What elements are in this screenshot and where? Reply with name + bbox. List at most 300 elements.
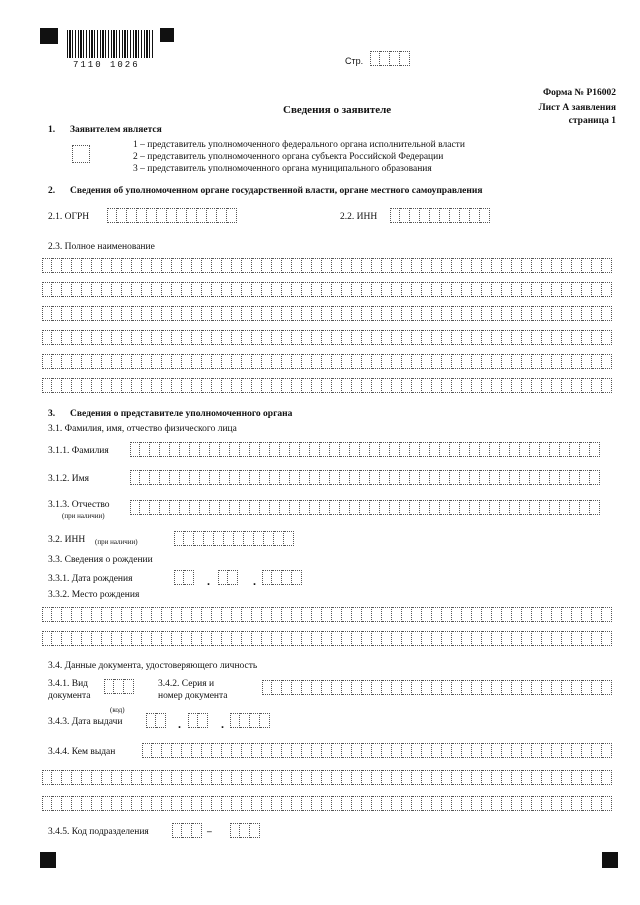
- input-cell[interactable]: [380, 442, 390, 457]
- input-cell[interactable]: [402, 743, 412, 758]
- input-cell[interactable]: [442, 631, 452, 646]
- input-cell[interactable]: [592, 258, 602, 273]
- input-cell[interactable]: [562, 631, 572, 646]
- input-cell[interactable]: [440, 500, 450, 515]
- input-cell[interactable]: [522, 306, 532, 321]
- input-cell[interactable]: [310, 442, 320, 457]
- input-cell[interactable]: [412, 607, 422, 622]
- input-cell[interactable]: [402, 607, 412, 622]
- input-cell[interactable]: [132, 330, 142, 345]
- input-cell[interactable]: [522, 607, 532, 622]
- input-cell[interactable]: [572, 258, 582, 273]
- input-cell[interactable]: [152, 770, 162, 785]
- input-cell[interactable]: [202, 258, 212, 273]
- input-cell[interactable]: [92, 607, 102, 622]
- input-cell[interactable]: [342, 743, 352, 758]
- input-cell[interactable]: [198, 713, 208, 728]
- input-cell[interactable]: [192, 282, 202, 297]
- input-cell[interactable]: [352, 680, 362, 695]
- input-cell[interactable]: [124, 679, 134, 694]
- input-cell[interactable]: [160, 442, 170, 457]
- input-cell[interactable]: [222, 743, 232, 758]
- input-cell[interactable]: [482, 743, 492, 758]
- input-cell[interactable]: [572, 680, 582, 695]
- input-cell[interactable]: [392, 330, 402, 345]
- input-cell[interactable]: [502, 354, 512, 369]
- input-cell[interactable]: [452, 282, 462, 297]
- input-cell[interactable]: [422, 607, 432, 622]
- input-cell[interactable]: [272, 282, 282, 297]
- input-cell[interactable]: [602, 743, 612, 758]
- input-cell[interactable]: [452, 330, 462, 345]
- input-cell[interactable]: [382, 258, 392, 273]
- input-cell[interactable]: [280, 442, 290, 457]
- issue-day-cells[interactable]: [146, 713, 166, 728]
- input-cell[interactable]: [274, 531, 284, 546]
- input-cell[interactable]: [220, 470, 230, 485]
- person-inn-cells[interactable]: [174, 531, 294, 546]
- input-cell[interactable]: [82, 354, 92, 369]
- input-cell[interactable]: [460, 208, 470, 223]
- input-cell[interactable]: [572, 770, 582, 785]
- input-cell[interactable]: [122, 631, 132, 646]
- input-cell[interactable]: [540, 470, 550, 485]
- input-cell[interactable]: [342, 607, 352, 622]
- input-cell[interactable]: [372, 743, 382, 758]
- input-cell[interactable]: [242, 330, 252, 345]
- input-cell[interactable]: [72, 330, 82, 345]
- input-cell[interactable]: [502, 282, 512, 297]
- input-cell[interactable]: [222, 770, 232, 785]
- input-cell[interactable]: [122, 796, 132, 811]
- input-cell[interactable]: [382, 607, 392, 622]
- input-cell[interactable]: [262, 306, 272, 321]
- input-cell[interactable]: [302, 258, 312, 273]
- input-cell[interactable]: [572, 607, 582, 622]
- input-cell[interactable]: [180, 442, 190, 457]
- input-cell[interactable]: [254, 531, 264, 546]
- input-cell[interactable]: [102, 306, 112, 321]
- input-cell[interactable]: [262, 330, 272, 345]
- input-cell[interactable]: [130, 470, 140, 485]
- input-cell[interactable]: [152, 330, 162, 345]
- input-cell[interactable]: [392, 306, 402, 321]
- input-cell[interactable]: [352, 631, 362, 646]
- input-cell[interactable]: [162, 258, 172, 273]
- input-cell[interactable]: [462, 770, 472, 785]
- input-cell[interactable]: [562, 770, 572, 785]
- input-cell[interactable]: [162, 631, 172, 646]
- division-code-cells-2[interactable]: [230, 823, 260, 838]
- input-cell[interactable]: [142, 743, 152, 758]
- input-cell[interactable]: [282, 282, 292, 297]
- input-cell[interactable]: [452, 306, 462, 321]
- input-cell[interactable]: [572, 631, 582, 646]
- input-cell[interactable]: [482, 282, 492, 297]
- input-cell[interactable]: [92, 631, 102, 646]
- input-cell[interactable]: [122, 607, 132, 622]
- input-cell[interactable]: [460, 470, 470, 485]
- input-cell[interactable]: [362, 354, 372, 369]
- input-cell[interactable]: [502, 378, 512, 393]
- input-cell[interactable]: [122, 330, 132, 345]
- input-cell[interactable]: [182, 282, 192, 297]
- input-cell[interactable]: [162, 378, 172, 393]
- input-cell[interactable]: [162, 796, 172, 811]
- input-cell[interactable]: [272, 743, 282, 758]
- input-cell[interactable]: [342, 378, 352, 393]
- input-cell[interactable]: [130, 442, 140, 457]
- input-cell[interactable]: [282, 378, 292, 393]
- input-cell[interactable]: [224, 531, 234, 546]
- input-cell[interactable]: [530, 470, 540, 485]
- input-cell[interactable]: [512, 770, 522, 785]
- input-cell[interactable]: [282, 330, 292, 345]
- input-cell[interactable]: [92, 330, 102, 345]
- input-cell[interactable]: [352, 607, 362, 622]
- birth-day-cells[interactable]: [174, 570, 194, 585]
- input-cell[interactable]: [200, 442, 210, 457]
- input-cell[interactable]: [188, 713, 198, 728]
- input-cell[interactable]: [137, 208, 147, 223]
- input-cell[interactable]: [442, 378, 452, 393]
- input-cell[interactable]: [352, 282, 362, 297]
- input-cell[interactable]: [400, 208, 410, 223]
- input-cell[interactable]: [442, 258, 452, 273]
- input-cell[interactable]: [232, 796, 242, 811]
- input-cell[interactable]: [152, 378, 162, 393]
- input-cell[interactable]: [522, 770, 532, 785]
- input-cell[interactable]: [592, 306, 602, 321]
- input-cell[interactable]: [232, 282, 242, 297]
- input-cell[interactable]: [232, 354, 242, 369]
- input-cell[interactable]: [82, 796, 92, 811]
- input-cell[interactable]: [170, 470, 180, 485]
- input-cell[interactable]: [222, 282, 232, 297]
- input-cell[interactable]: [62, 770, 72, 785]
- input-cell[interactable]: [132, 258, 142, 273]
- input-cell[interactable]: [244, 531, 254, 546]
- input-cell[interactable]: [222, 631, 232, 646]
- input-cell[interactable]: [470, 208, 480, 223]
- input-cell[interactable]: [332, 680, 342, 695]
- input-cell[interactable]: [232, 258, 242, 273]
- input-cell[interactable]: [350, 470, 360, 485]
- input-cell[interactable]: [450, 500, 460, 515]
- input-cell[interactable]: [432, 743, 442, 758]
- input-cell[interactable]: [490, 442, 500, 457]
- input-cell[interactable]: [132, 282, 142, 297]
- input-cell[interactable]: [312, 282, 322, 297]
- input-cell[interactable]: [282, 607, 292, 622]
- input-cell[interactable]: [142, 282, 152, 297]
- input-cell[interactable]: [132, 796, 142, 811]
- input-cell[interactable]: [322, 631, 332, 646]
- input-cell[interactable]: [530, 500, 540, 515]
- input-cell[interactable]: [232, 306, 242, 321]
- input-cell[interactable]: [184, 570, 194, 585]
- input-cell[interactable]: [532, 378, 542, 393]
- input-cell[interactable]: [332, 306, 342, 321]
- fullname-row-6[interactable]: [42, 378, 612, 393]
- input-cell[interactable]: [522, 378, 532, 393]
- input-cell[interactable]: [92, 258, 102, 273]
- input-cell[interactable]: [222, 354, 232, 369]
- input-cell[interactable]: [552, 354, 562, 369]
- input-cell[interactable]: [292, 282, 302, 297]
- input-cell[interactable]: [210, 470, 220, 485]
- input-cell[interactable]: [422, 770, 432, 785]
- input-cell[interactable]: [332, 258, 342, 273]
- input-cell[interactable]: [146, 713, 156, 728]
- input-cell[interactable]: [452, 796, 462, 811]
- input-cell[interactable]: [462, 306, 472, 321]
- input-cell[interactable]: [512, 330, 522, 345]
- input-cell[interactable]: [152, 607, 162, 622]
- input-cell[interactable]: [492, 743, 502, 758]
- input-cell[interactable]: [402, 282, 412, 297]
- input-cell[interactable]: [272, 330, 282, 345]
- input-cell[interactable]: [412, 258, 422, 273]
- input-cell[interactable]: [122, 354, 132, 369]
- input-cell[interactable]: [82, 607, 92, 622]
- input-cell[interactable]: [382, 330, 392, 345]
- input-cell[interactable]: [42, 607, 52, 622]
- input-cell[interactable]: [432, 378, 442, 393]
- input-cell[interactable]: [362, 770, 372, 785]
- input-cell[interactable]: [262, 680, 272, 695]
- input-cell[interactable]: [312, 306, 322, 321]
- input-cell[interactable]: [372, 306, 382, 321]
- input-cell[interactable]: [202, 796, 212, 811]
- input-cell[interactable]: [402, 258, 412, 273]
- input-cell[interactable]: [230, 500, 240, 515]
- input-cell[interactable]: [492, 607, 502, 622]
- input-cell[interactable]: [162, 306, 172, 321]
- input-cell[interactable]: [392, 631, 402, 646]
- input-cell[interactable]: [72, 378, 82, 393]
- input-cell[interactable]: [402, 770, 412, 785]
- input-cell[interactable]: [250, 500, 260, 515]
- input-cell[interactable]: [302, 796, 312, 811]
- input-cell[interactable]: [442, 306, 452, 321]
- input-cell[interactable]: [360, 470, 370, 485]
- doc-type-cells[interactable]: [104, 679, 134, 694]
- input-cell[interactable]: [52, 258, 62, 273]
- input-cell[interactable]: [322, 378, 332, 393]
- input-cell[interactable]: [320, 470, 330, 485]
- input-cell[interactable]: [532, 631, 542, 646]
- input-cell[interactable]: [292, 330, 302, 345]
- input-cell[interactable]: [284, 531, 294, 546]
- input-cell[interactable]: [252, 743, 262, 758]
- input-cell[interactable]: [522, 680, 532, 695]
- input-cell[interactable]: [142, 796, 152, 811]
- input-cell[interactable]: [372, 631, 382, 646]
- input-cell[interactable]: [82, 282, 92, 297]
- input-cell[interactable]: [182, 607, 192, 622]
- input-cell[interactable]: [352, 770, 362, 785]
- input-cell[interactable]: [204, 531, 214, 546]
- input-cell[interactable]: [280, 470, 290, 485]
- input-cell[interactable]: [412, 743, 422, 758]
- input-cell[interactable]: [472, 743, 482, 758]
- input-cell[interactable]: [592, 743, 602, 758]
- input-cell[interactable]: [452, 607, 462, 622]
- input-cell[interactable]: [242, 607, 252, 622]
- input-cell[interactable]: [152, 796, 162, 811]
- input-cell[interactable]: [570, 470, 580, 485]
- input-cell[interactable]: [92, 306, 102, 321]
- input-cell[interactable]: [522, 282, 532, 297]
- input-cell[interactable]: [282, 770, 292, 785]
- input-cell[interactable]: [380, 470, 390, 485]
- input-cell[interactable]: [322, 258, 332, 273]
- input-cell[interactable]: [492, 631, 502, 646]
- input-cell[interactable]: [430, 500, 440, 515]
- input-cell[interactable]: [192, 306, 202, 321]
- input-cell[interactable]: [112, 282, 122, 297]
- input-cell[interactable]: [272, 796, 282, 811]
- input-cell[interactable]: [452, 680, 462, 695]
- input-cell[interactable]: [142, 258, 152, 273]
- input-cell[interactable]: [102, 282, 112, 297]
- input-cell[interactable]: [292, 631, 302, 646]
- input-cell[interactable]: [182, 823, 192, 838]
- input-cell[interactable]: [312, 330, 322, 345]
- input-cell[interactable]: [332, 330, 342, 345]
- input-cell[interactable]: [362, 743, 372, 758]
- input-cell[interactable]: [312, 378, 322, 393]
- input-cell[interactable]: [192, 770, 202, 785]
- input-cell[interactable]: [542, 631, 552, 646]
- input-cell[interactable]: [522, 743, 532, 758]
- input-cell[interactable]: [42, 282, 52, 297]
- input-cell[interactable]: [430, 208, 440, 223]
- input-cell[interactable]: [132, 770, 142, 785]
- input-cell[interactable]: [422, 631, 432, 646]
- input-cell[interactable]: [502, 796, 512, 811]
- input-cell[interactable]: [262, 354, 272, 369]
- input-cell[interactable]: [262, 770, 272, 785]
- division-code-cells-1[interactable]: [172, 823, 202, 838]
- input-cell[interactable]: [132, 607, 142, 622]
- input-cell[interactable]: [320, 442, 330, 457]
- input-cell[interactable]: [602, 770, 612, 785]
- input-cell[interactable]: [242, 770, 252, 785]
- input-cell[interactable]: [320, 500, 330, 515]
- input-cell[interactable]: [42, 330, 52, 345]
- input-cell[interactable]: [452, 354, 462, 369]
- input-cell[interactable]: [112, 378, 122, 393]
- input-cell[interactable]: [372, 770, 382, 785]
- input-cell[interactable]: [147, 208, 157, 223]
- input-cell[interactable]: [72, 354, 82, 369]
- input-cell[interactable]: [582, 607, 592, 622]
- input-cell[interactable]: [242, 306, 252, 321]
- input-cell[interactable]: [342, 796, 352, 811]
- input-cell[interactable]: [552, 330, 562, 345]
- applicant-type-cell[interactable]: [72, 145, 90, 163]
- input-cell[interactable]: [180, 470, 190, 485]
- input-cell[interactable]: [62, 330, 72, 345]
- input-cell[interactable]: [42, 306, 52, 321]
- input-cell[interactable]: [562, 743, 572, 758]
- input-cell[interactable]: [432, 770, 442, 785]
- input-cell[interactable]: [390, 442, 400, 457]
- input-cell[interactable]: [422, 306, 432, 321]
- input-cell[interactable]: [352, 258, 362, 273]
- input-cell[interactable]: [532, 282, 542, 297]
- input-cell[interactable]: [152, 258, 162, 273]
- input-cell[interactable]: [472, 796, 482, 811]
- input-cell[interactable]: [212, 631, 222, 646]
- input-cell[interactable]: [372, 378, 382, 393]
- input-cell[interactable]: [452, 378, 462, 393]
- input-cell[interactable]: [172, 631, 182, 646]
- input-cell[interactable]: [552, 631, 562, 646]
- fullname-row-3[interactable]: [42, 306, 612, 321]
- input-cell[interactable]: [292, 607, 302, 622]
- input-cell[interactable]: [592, 330, 602, 345]
- input-cell[interactable]: [112, 631, 122, 646]
- input-cell[interactable]: [312, 743, 322, 758]
- input-cell[interactable]: [402, 306, 412, 321]
- input-cell[interactable]: [252, 770, 262, 785]
- input-cell[interactable]: [422, 330, 432, 345]
- input-cell[interactable]: [512, 306, 522, 321]
- input-cell[interactable]: [240, 713, 250, 728]
- input-cell[interactable]: [292, 258, 302, 273]
- input-cell[interactable]: [432, 631, 442, 646]
- input-cell[interactable]: [92, 378, 102, 393]
- input-cell[interactable]: [102, 631, 112, 646]
- input-cell[interactable]: [520, 500, 530, 515]
- input-cell[interactable]: [262, 258, 272, 273]
- input-cell[interactable]: [132, 306, 142, 321]
- input-cell[interactable]: [392, 743, 402, 758]
- input-cell[interactable]: [192, 743, 202, 758]
- input-cell[interactable]: [202, 378, 212, 393]
- input-cell[interactable]: [132, 354, 142, 369]
- input-cell[interactable]: [552, 770, 562, 785]
- input-cell[interactable]: [172, 378, 182, 393]
- input-cell[interactable]: [522, 796, 532, 811]
- input-cell[interactable]: [492, 306, 502, 321]
- input-cell[interactable]: [362, 330, 372, 345]
- ogrn-cells[interactable]: [107, 208, 237, 223]
- input-cell[interactable]: [590, 442, 600, 457]
- input-cell[interactable]: [72, 770, 82, 785]
- input-cell[interactable]: [292, 354, 302, 369]
- input-cell[interactable]: [132, 631, 142, 646]
- input-cell[interactable]: [52, 354, 62, 369]
- input-cell[interactable]: [162, 330, 172, 345]
- input-cell[interactable]: [572, 282, 582, 297]
- input-cell[interactable]: [272, 354, 282, 369]
- input-cell[interactable]: [122, 770, 132, 785]
- input-cell[interactable]: [202, 306, 212, 321]
- input-cell[interactable]: [602, 680, 612, 695]
- input-cell[interactable]: [422, 282, 432, 297]
- input-cell[interactable]: [222, 378, 232, 393]
- input-cell[interactable]: [290, 500, 300, 515]
- input-cell[interactable]: [232, 330, 242, 345]
- input-cell[interactable]: [194, 531, 204, 546]
- input-cell[interactable]: [322, 796, 332, 811]
- input-cell[interactable]: [390, 470, 400, 485]
- input-cell[interactable]: [62, 282, 72, 297]
